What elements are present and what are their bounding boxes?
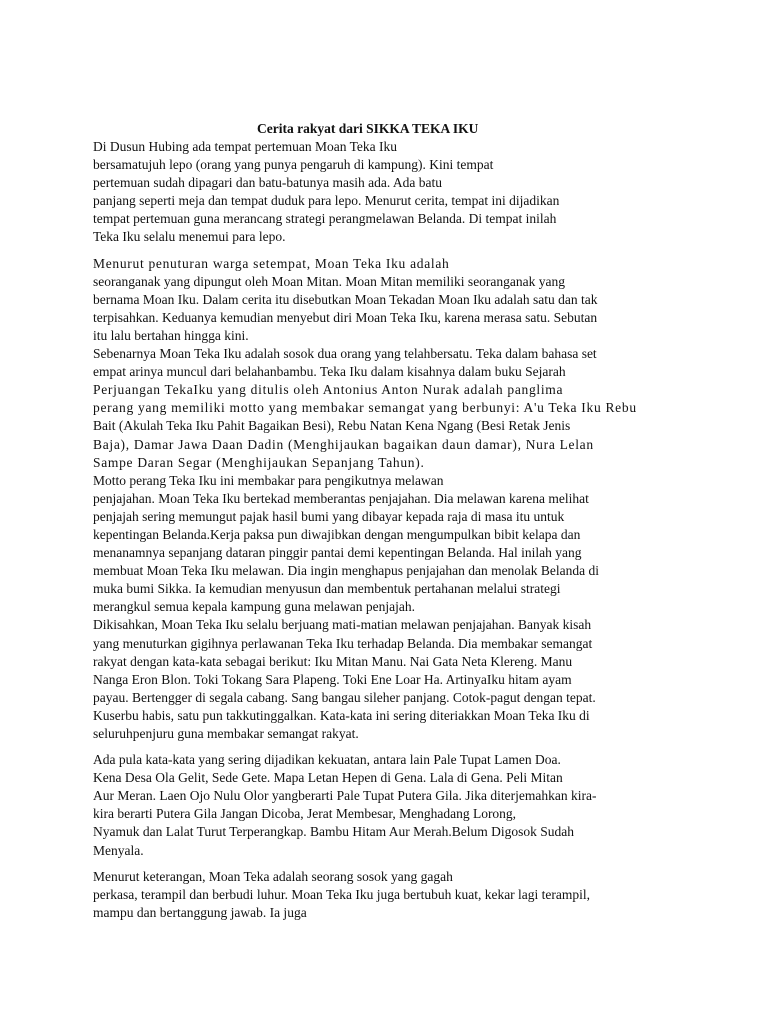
text-line: Ada pula kata-kata yang sering dijadikan kekuatan, antara lain Pale Tupat Lamen Doa. [93, 752, 561, 768]
text-line: penjajah sering memungut pajak hasil bumi yang dibayar kepada raja di masa itu untuk [93, 508, 565, 524]
paragraph [93, 868, 688, 922]
text-line: Baja), Damar Jawa Daan Dadin (Menghijaukan bagaikan daun damar), Nura Lelan [93, 436, 594, 452]
text-line: Nanga Eron Blon. Toki Tokang Sara Plapeng. Toki Ene Loar Ha. ArtinyaIku hitam ayam [93, 671, 572, 687]
text-line: mampu dan bertanggung jawab. Ia juga [93, 904, 307, 920]
text-line: kepentingan Belanda.Kerja paksa pun diwajibkan dengan mengumpulkan bibit kelapa dan [93, 526, 581, 542]
text-line: bersamatujuh lepo (orang yang punya pengaruh di kampung). Kini tempat [93, 157, 494, 173]
text-line: Bait (Akulah Teka Iku Pahit Bagaikan Besi), Rebu Natan Kena Ngang (Besi Retak Jenis [93, 418, 571, 434]
text-line: Motto perang Teka Iku ini membakar para pengikutnya melawan [93, 472, 444, 488]
text-line: Sampe Daran Segar (Menghijaukan Sepanjang Tahun). [93, 454, 425, 470]
text-line: panjang seperti meja dan tempat duduk para lepo. Menurut cerita, tempat ini dijadikan [93, 193, 560, 209]
text-line: Perjuangan TekaIku yang ditulis oleh Antonius Anton Nurak adalah panglima [93, 382, 564, 398]
text-line: Aur Meran. Laen Ojo Nulu Olor yangberarti Pale Tupat Putera Gila. Jika diterjemahkan kira- [93, 788, 597, 804]
text-line: pertemuan sudah dipagari dan batu-batunya masih ada. Ada batu [93, 175, 443, 191]
text-line: Di Dusun Hubing ada tempat pertemuan Moan Teka Iku [93, 139, 397, 154]
text-line: payau. Bertengger di segala cabang. Sang bangau sileher panjang. Cotok-pagut dengan tepat. [93, 689, 596, 705]
text-line: itu lalu bertahan hingga kini. [93, 327, 249, 343]
text-line: tempat pertemuan guna merancang strategi perangmelawan Belanda. Di tempat inilah [93, 211, 557, 227]
text-line: Teka Iku selalu menemui para lepo. [93, 229, 286, 245]
text-line: rakyat dengan kata-kata sebagai berikut: Iku Mitan Manu. Nai Gata Neta Klereng. Manu [93, 653, 573, 669]
text-line: Menurut keterangan, Moan Teka adalah seorang sosok yang gagah [93, 868, 453, 884]
text-line: penjajahan. Moan Teka Iku bertekad memberantas penjajahan. Dia melawan karena melihat [93, 490, 589, 506]
text-line: Kena Desa Ola Gelit, Sede Gete. Mapa Letan Hepen di Gena. Lala di Gena. Peli Mitan [93, 770, 563, 786]
text-line: terpisahkan. Keduanya kemudian menyebut diri Moan Teka Iku, karena merasa satu. Sebutan [93, 309, 598, 325]
text-line: Kuserbu habis, satu pun takkutinggalkan. Kata-kata ini sering diteriakkan Moan Teka Iku di [93, 707, 590, 723]
text-line: menanamnya sepanjang dataran pinggir pantai demi kepentingan Belanda. Hal inilah yang [93, 545, 582, 561]
text-line: bernama Moan Iku. Dalam cerita itu disebutkan Moan Tekadan Moan Iku adalah satu dan tak [93, 291, 598, 307]
document-title: Cerita rakyat dari SIKKA TEKA IKU [257, 121, 479, 136]
text-line: muka bumi Sikka. Ia kemudian menyusun dan membentuk pertahanan melalui strategi [93, 581, 561, 597]
text-line: Dikisahkan, Moan Teka Iku selalu berjuang mati-matian melawan penjajahan. Banyak kisah [93, 617, 592, 633]
text-line: perkasa, terampil dan berbudi luhur. Moan Teka Iku juga bertubuh kuat, kekar lagi terampil, [93, 886, 591, 902]
text-line: Menyala. [93, 842, 144, 858]
paragraph [93, 138, 688, 247]
text-line: seluruhpenjuru guna membakar semangat rakyat. [93, 726, 359, 741]
text-line: membuat Moan Teka Iku melawan. Dia ingin menghapus penjajahan dan menolak Belanda di [93, 563, 600, 579]
paragraph [93, 751, 688, 860]
text-line: empat arinya muncul dari belahanbambu. Teka Iku dalam kisahnya dalam buku Sejarah [93, 364, 566, 380]
text-line: Menurut penuturan warga setempat, Moan Teka Iku adalah [93, 255, 450, 271]
text-line: perang yang memiliki motto yang membakar semangat yang berbunyi: A'u Teka Iku Rebu [93, 400, 637, 416]
paragraph [93, 255, 688, 744]
text-line: Nyamuk dan Lalat Turut Terperangkap. Bambu Hitam Aur Merah.Belum Digosok Sudah [93, 824, 574, 840]
text-line: Sebenarnya Moan Teka Iku adalah sosok dua orang yang telahbersatu. Teka dalam bahasa set [93, 346, 597, 362]
text-line: seoranganak yang dipungut oleh Moan Mitan. Moan Mitan memiliki seoranganak yang [93, 273, 566, 289]
text-line: kira berarti Putera Gila Jangan Dicoba, Jerat Membesar, Menghadang Lorong, [93, 806, 517, 822]
document-body [93, 138, 688, 922]
text-line: yang menuturkan gigihnya perlawanan Teka Iku terhadap Belanda. Dia membakar semangat [93, 635, 593, 651]
text-line: merangkul semua kepala kampung guna melawan penjajah. [93, 599, 416, 615]
